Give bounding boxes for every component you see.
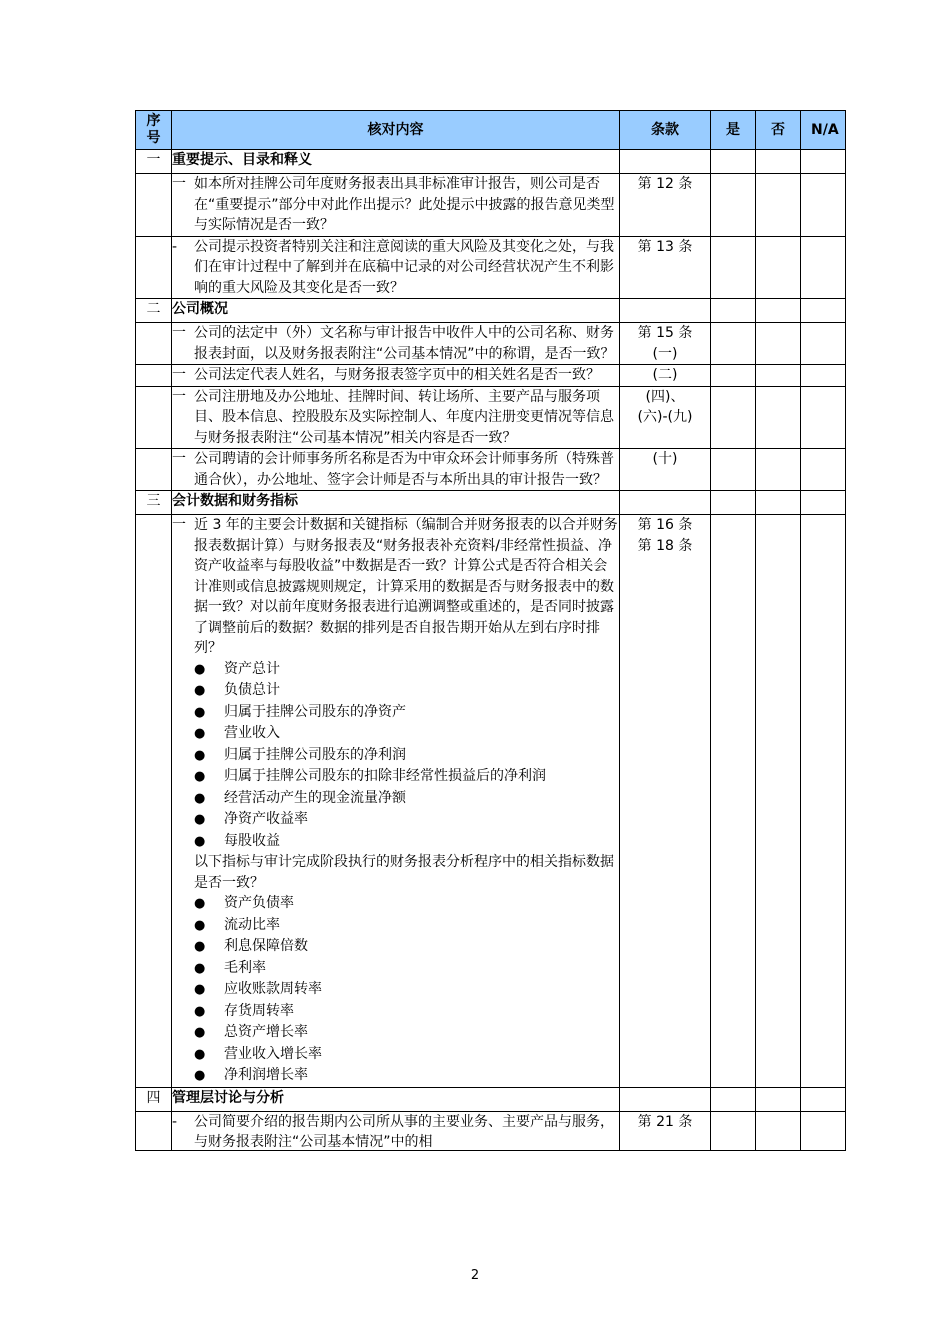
item-marker: 一 (172, 388, 186, 405)
indicator-label: 总资产增长率 (224, 1024, 308, 1040)
clause-cell: (十) (620, 449, 711, 491)
na-cell[interactable] (801, 299, 846, 323)
check-item-row (136, 449, 846, 491)
na-cell[interactable] (801, 386, 846, 449)
no-cell[interactable] (756, 386, 801, 449)
item-text: 公司的法定中（外）文名称与审计报告中收件人中的公司名称、财务报表封面，以及财务报表附注“公司基本情况”中的称谓，是否一致？ (194, 325, 615, 362)
section-row (136, 491, 846, 515)
bullet-icon (194, 936, 224, 958)
bullet-icon (194, 1065, 224, 1087)
no-cell[interactable] (756, 1087, 801, 1111)
na-cell[interactable] (801, 150, 846, 174)
item-marker: 一 (172, 451, 186, 467)
section-seq: 一 (136, 150, 172, 174)
bullet-icon (194, 1044, 224, 1066)
indicator-list (172, 893, 619, 1087)
no-cell[interactable] (756, 449, 801, 491)
item-marker: - (172, 238, 178, 255)
section-title: 重要提示、目录和释义 (172, 150, 620, 174)
indicator-label: 归属于挂牌公司股东的净利润 (224, 746, 406, 763)
bullet-icon (194, 680, 224, 702)
indicator-item (172, 936, 619, 958)
indicator-label: 每股收益 (224, 832, 280, 849)
check-item-row (136, 236, 846, 299)
no-cell[interactable] (756, 150, 801, 174)
indicator-item (172, 831, 619, 853)
yes-cell[interactable] (711, 386, 756, 449)
indicator-label: 负债总计 (224, 682, 280, 698)
item-text: 如本所对挂牌公司年度财务报表出具非标准审计报告，则公司是否在“重要提示”部分中对此作出提示？此处提示中披露的报告意见类型与实际情况是否一致？ (194, 176, 615, 233)
yes-cell[interactable] (711, 150, 756, 174)
no-cell[interactable] (756, 236, 801, 299)
na-cell[interactable] (801, 174, 846, 237)
bullet-icon (194, 958, 224, 980)
indicator-list (172, 659, 619, 853)
indicator-label: 存货周转率 (224, 1002, 294, 1019)
yes-cell[interactable] (711, 236, 756, 299)
item-marker: 一 (172, 517, 186, 533)
header-na: N/A (801, 111, 846, 150)
yes-cell[interactable] (711, 299, 756, 323)
item-marker: 一 (172, 325, 186, 341)
no-cell[interactable] (756, 323, 801, 365)
indicator-label: 应收账款周转率 (224, 981, 322, 997)
header-row (136, 111, 846, 150)
bullet-icon (194, 788, 224, 810)
indicator-item (172, 915, 619, 937)
indicator-label: 归属于挂牌公司股东的扣除非经常性损益后的净利润 (224, 768, 546, 784)
indicator-item (172, 723, 619, 745)
header-seq: 序号 (136, 111, 172, 150)
section-seq: 二 (136, 299, 172, 323)
na-cell[interactable] (801, 491, 846, 515)
section-title: 管理层讨论与分析 (172, 1087, 620, 1111)
indicator-label: 利息保障倍数 (224, 938, 308, 954)
na-cell[interactable] (801, 323, 846, 365)
indicator-label: 归属于挂牌公司股东的净资产 (224, 703, 406, 720)
bullet-icon (194, 723, 224, 745)
bullet-icon (194, 1022, 224, 1044)
clause-line: (一) (652, 345, 678, 362)
na-cell[interactable] (801, 236, 846, 299)
indicator-item (172, 1065, 619, 1087)
indicator-label: 经营活动产生的现金流量净额 (224, 789, 406, 806)
indicator-label: 毛利率 (224, 959, 266, 976)
section-title: 会计数据和财务指标 (172, 491, 620, 515)
header-content: 核对内容 (172, 111, 620, 150)
item-text: 近 3 年的主要会计数据和关键指标（编制合并财务报表的以合并财务报表数据计算）与财务报表及“财务报表补充资料/非经常性损益、净资产收益率与每股收益”中数据是否一致？计算公式是否符合相关会计准则或信息披露规则规定，计算采用的数据是否与财务报表中的数据一致？对以前年度财务报表进行追溯调整或重述的，是否同时披露了调整前后的数据？数据的排列是否自报告期开始从左到右序时排列？ (194, 517, 618, 656)
no-cell[interactable] (756, 515, 801, 1088)
indicator-label: 资产负债率 (224, 895, 294, 911)
section-title: 公司概况 (172, 299, 620, 323)
indicator-item (172, 1001, 619, 1023)
header-clause: 条款 (620, 111, 711, 150)
item-text: 公司注册地及办公地址、挂牌时间、转让场所、主要产品与服务项目、股本信息、控股股东及实际控制人、年度内注册变更情况等信息与财务报表附注“公司基本情况”相关内容是否一致？ (194, 388, 614, 446)
clause-cell: (二) (620, 365, 711, 387)
indicator-item (172, 979, 619, 1001)
yes-cell[interactable] (711, 1111, 756, 1150)
clause-line: 第 16 条 (637, 517, 693, 533)
indicator-item (172, 702, 619, 724)
item-text: 公司聘请的会计师事务所名称是否为中审众环会计师事务所（特殊普通合伙），办公地址、签字会计师是否与本所出具的审计报告一致？ (194, 451, 614, 488)
no-cell[interactable] (756, 299, 801, 323)
item-text: 公司提示投资者特别关注和注意阅读的重大风险及其变化之处，与我们在审计过程中了解到并在底稿中记录的对公司经营状况产生不利影响的重大风险及其变化是否一致？ (194, 238, 614, 296)
indicator-item (172, 766, 619, 788)
no-cell[interactable] (756, 174, 801, 237)
header-no: 否 (756, 111, 801, 150)
yes-cell[interactable] (711, 1087, 756, 1111)
yes-cell[interactable] (711, 174, 756, 237)
indicator-label: 营业收入增长率 (224, 1045, 322, 1062)
indicator-label: 净利润增长率 (224, 1067, 308, 1083)
indicator-label: 资产总计 (224, 660, 280, 677)
item-marker: 一 (172, 176, 186, 192)
na-cell[interactable] (801, 1087, 846, 1111)
check-item-row (136, 515, 846, 1088)
clause-cell: 第 13 条 (620, 236, 711, 299)
na-cell[interactable] (801, 515, 846, 1088)
indicator-label: 净资产收益率 (224, 811, 308, 827)
indicator-item (172, 788, 619, 810)
indicator-label: 营业收入 (224, 725, 280, 741)
section-row (136, 1087, 846, 1111)
indicator-item (172, 659, 619, 681)
na-cell[interactable] (801, 449, 846, 491)
bullet-icon (194, 831, 224, 853)
bullet-icon (194, 1001, 224, 1023)
no-cell[interactable] (756, 1111, 801, 1150)
clause-cell: 第 21 条 (620, 1111, 711, 1150)
clause-cell (620, 515, 711, 1088)
bullet-icon (194, 979, 224, 1001)
checklist-table (135, 110, 846, 1151)
item-subtext: 以下指标与审计完成阶段执行的财务报表分析程序中的相关指标数据是否一致？ (194, 854, 614, 891)
check-item-row (136, 323, 846, 365)
section-row (136, 299, 846, 323)
no-cell[interactable] (756, 365, 801, 387)
no-cell[interactable] (756, 491, 801, 515)
clause-line: (六)-(九) (637, 409, 693, 425)
section-seq: 四 (136, 1087, 172, 1111)
bullet-icon (194, 893, 224, 915)
indicator-item (172, 809, 619, 831)
bullet-icon (194, 809, 224, 831)
clause-line: 第 15 条 (637, 325, 693, 341)
clause-cell (620, 386, 711, 449)
section-row (136, 150, 846, 174)
check-item-row (136, 174, 846, 237)
item-text: 公司简要介绍的报告期内公司所从事的主要业务、主要产品与服务，与财务报表附注“公司基本情况”中的相 (194, 1113, 614, 1150)
indicator-item (172, 680, 619, 702)
bullet-icon (194, 915, 224, 937)
clause-cell (620, 323, 711, 365)
na-cell[interactable] (801, 365, 846, 387)
page-number: 2 (470, 1268, 480, 1283)
clause-cell: 第 12 条 (620, 174, 711, 237)
indicator-item (172, 745, 619, 767)
yes-cell[interactable] (711, 515, 756, 1088)
clause-line: (四)、 (645, 388, 685, 405)
section-seq: 三 (136, 491, 172, 515)
indicator-item (172, 1022, 619, 1044)
yes-cell[interactable] (711, 491, 756, 515)
item-marker: 一 (172, 367, 186, 383)
item-marker: - (172, 1113, 178, 1130)
bullet-icon (194, 659, 224, 681)
bullet-icon (194, 745, 224, 767)
check-item-row (136, 1111, 846, 1150)
indicator-item (172, 893, 619, 915)
indicator-item (172, 958, 619, 980)
clause-line: 第 18 条 (637, 537, 693, 554)
check-item-row (136, 386, 846, 449)
item-text: 公司法定代表人姓名，与财务报表签字页中的相关姓名是否一致？ (194, 367, 600, 383)
indicator-label: 流动比率 (224, 916, 280, 933)
na-cell[interactable] (801, 1111, 846, 1150)
check-item-row (136, 365, 846, 387)
header-yes: 是 (711, 111, 756, 150)
yes-cell[interactable] (711, 449, 756, 491)
yes-cell[interactable] (711, 323, 756, 365)
bullet-icon (194, 766, 224, 788)
indicator-item (172, 1044, 619, 1066)
bullet-icon (194, 702, 224, 724)
yes-cell[interactable] (711, 365, 756, 387)
